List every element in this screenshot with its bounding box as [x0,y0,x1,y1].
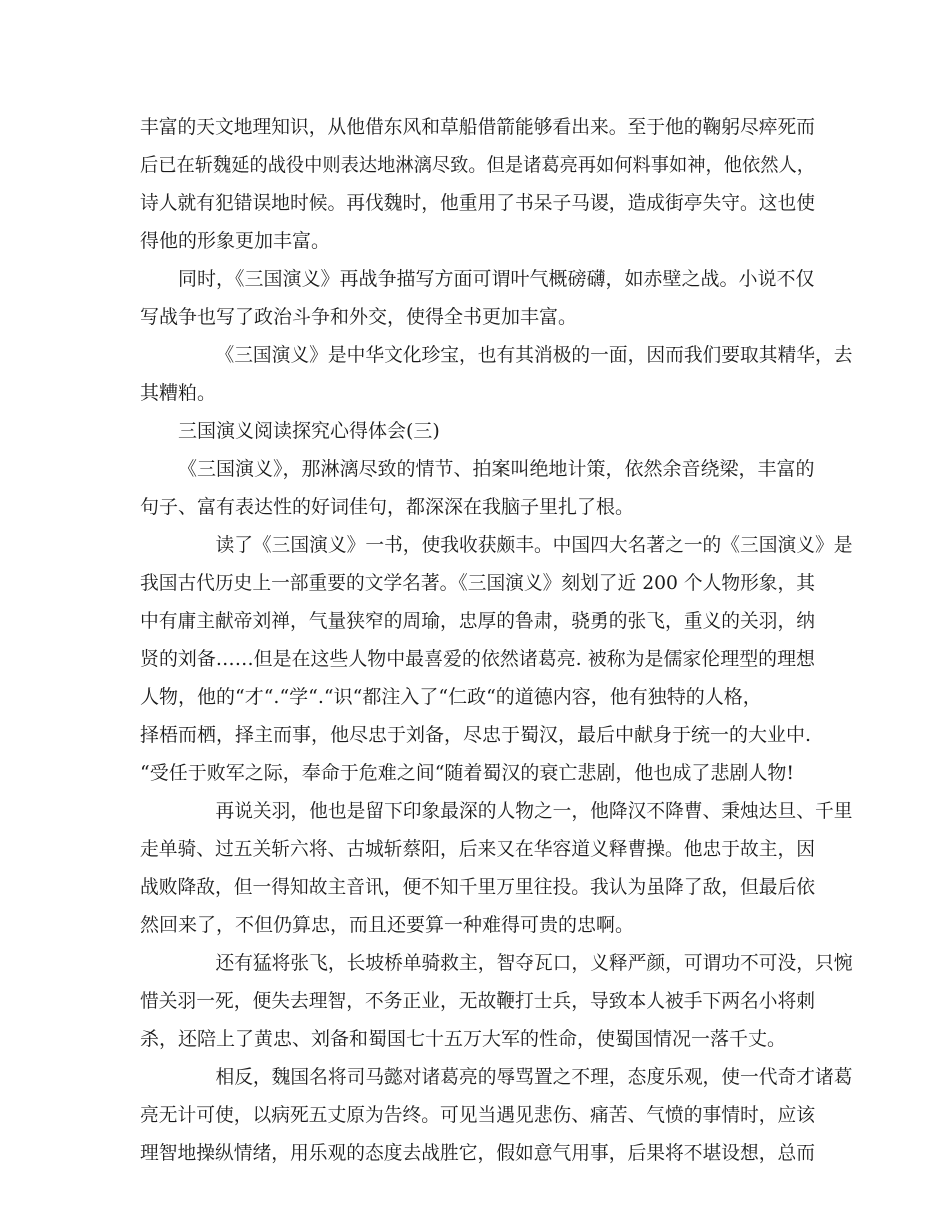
paragraph-p9 [140,1058,853,1172]
paragraph-p5 [140,450,815,526]
text-line: 择梧而栖，择主而事，他尽忠于刘备，尽忠于蜀汉，最后中献身于统一的大业中. [140,724,812,746]
text-line: 还有猛将张飞，长坡桥单骑救主，智夺瓦口，义释严颜，可谓功不可没，只惋 [215,952,853,974]
text-line: 三国演义阅读探究心得体会(三) [178,420,440,442]
text-line: 贤的刘备……但是在这些人物中最喜爱的依然诸葛亮. 被称为是儒家伦理型的理想 [140,648,815,670]
text-line: 丰富的天文地理知识，从他借东风和草船借箭能够看出来。至于他的鞠躬尽瘁死而 [140,116,815,138]
paragraph-p7 [140,792,853,944]
text-line: 惜关羽一死，便失去理智，不务正业，无故鞭打士兵，导致本人被手下两名小将刺 [140,990,815,1012]
text-line: 同时，《三国演义》再战争描写方面可谓叶气概磅礴，如赤壁之战。小说不仅 [178,268,815,290]
text-line: 理智地操纵情绪，用乐观的态度去战胜它，假如意气用事，后果将不堪设想，总而 [140,1142,815,1164]
text-line: 再说关羽，他也是留下印象最深的人物之一，他降汉不降曹、秉烛达旦、千里 [215,800,853,822]
text-line: 然回来了，不但仍算忠，而且还要算一种难得可贵的忠啊。 [140,914,635,936]
text-line: 《三国演义》是中华文化珍宝，也有其消极的一面，因而我们要取其精华，去 [215,344,853,366]
text-line: 走单骑、过五关斩六将、古城斩蔡阳，后来又在华容道义释曹操。他忠于故主，因 [140,838,815,860]
text-line: 读了《三国演义》一书，使我收获颇丰。中国四大名著之一的《三国演义》是 [215,534,853,556]
text-line: 其糟粕。 [140,382,217,404]
paragraph-p8 [140,944,853,1058]
text-line: “受任于败军之际，奉命于危难之间“随着蜀汉的衰亡悲剧，他也成了悲剧人物! [140,762,795,784]
text-line: 我国古代历史上一部重要的文学名著。《三国演义》刻划了近 200 个人物形象，其 [140,572,815,594]
text-line: 战败降敌，但一得知故主音讯，便不知千里万里往投。我认为虽降了敌，但最后依 [140,876,815,898]
paragraph-p4 [140,412,815,450]
text-line: 诗人就有犯错误地时候。再伐魏时，他重用了书呆子马谡，造成街亭失守。这也使 [140,192,815,214]
text-line: 相反，魏国名将司马懿对诸葛亮的辱骂置之不理，态度乐观，使一代奇才诸葛 [215,1066,853,1088]
paragraph-p3 [140,336,853,412]
paragraph-p2 [140,260,815,336]
text-line: 人物，他的“才“.“学“.“识“都注入了“仁政“的道德内容，他有独特的人格， [140,686,762,708]
text-line: 中有庸主献帝刘禅，气量狭窄的周瑜，忠厚的鲁肃，骁勇的张飞，重义的关羽，纳 [140,610,815,632]
text-line: 写战争也写了政治斗争和外交，使得全书更加丰富。 [140,306,578,328]
text-line: 后已在斩魏延的战役中则表达地淋漓尽致。但是诸葛亮再如何料事如神，他依然人， [140,154,815,176]
text-line: 亮无计可使，以病死五丈原为告终。可见当遇见悲伤、痛苦、气愤的事情时，应该 [140,1104,815,1126]
document-body [140,108,853,1172]
text-line: 得他的形象更加丰富。 [140,230,331,252]
text-line: 《三国演义》，那淋漓尽致的情节、拍案叫绝地计策，依然余音绕梁，丰富的 [178,458,815,480]
text-line: 句子、富有表达性的好词佳句，都深深在我脑子里扎了根。 [140,496,635,518]
paragraph-p6 [140,526,853,792]
text-line: 杀，还陪上了黄忠、刘备和蜀国七十五万大军的性命，使蜀国情况一落千丈。 [140,1028,787,1050]
paragraph-p1 [140,108,815,260]
